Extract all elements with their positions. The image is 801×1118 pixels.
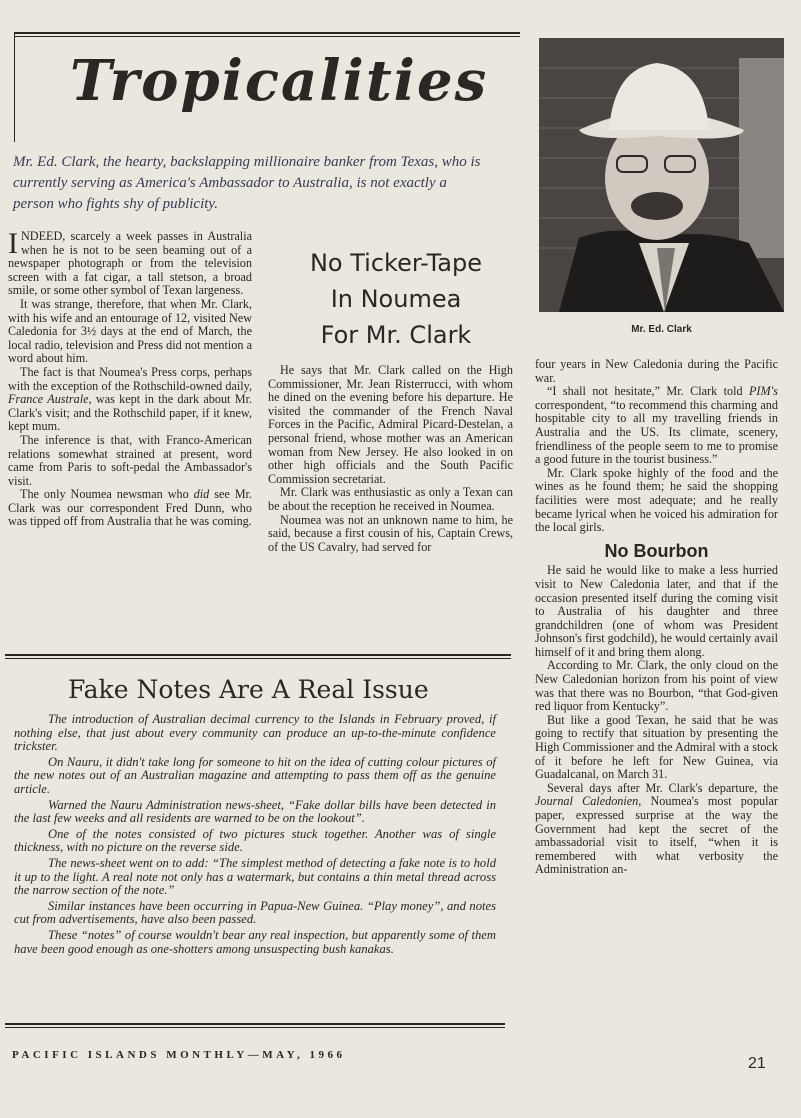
fake-notes-paragraph-5: The news-sheet went on to add: “The simplest method of detecting a fake note is to hold it up to the light. A real note not only has a watermark, but contains a thin metal thread across the narrow section of the note.” xyxy=(14,855,496,898)
story-col3-paragraph-5: According to Mr. Clark, the only cloud on the New Caledonian horizon from his point of view was that there was no Bourbon, “that God-given red liquor from Kentucky”. xyxy=(535,658,778,714)
p3-italic: France Australe xyxy=(8,392,89,407)
story-column-3 xyxy=(535,358,778,877)
story-col1-p1-text: NDEED, scarcely a week passes in Australia when he is not to be seen beaming out of a newspaper photograph or from the television screen with a fat cigar, a tall stetson, a broad smile, or some other symbol of Texan largeness. xyxy=(8,229,252,298)
bottom-rule-thin xyxy=(5,1027,505,1028)
story-col1-paragraph-5 xyxy=(8,488,252,529)
mid-rule-thin xyxy=(5,658,511,659)
fake-notes-paragraph-2: On Nauru, it didn't take long for someone to hit on the idea of cutting colour pictures of the new notes out of an Australian magazine and attempting to pass them off as the genuine article. xyxy=(14,754,496,796)
story-col1-paragraph-1 xyxy=(8,227,252,298)
story-col2-paragraph-1: He says that Mr. Clark called on the High Commissioner, Mr. Jean Risterrucci, with whom he dined on the evening before his departure. He visited the commander of the French Naval Forces in the Pacific, Admiral Picard-Destelan, a personal friend, whose mother was an American woman from New Jersey. He also looked in on other high officials and the South Pacific Commission secretariat. xyxy=(268,363,513,486)
mid-rule xyxy=(5,654,511,656)
p5-italic: did xyxy=(193,487,210,502)
story-col3-paragraph-2 xyxy=(535,385,778,467)
p5-text-b: see Mr. Clark was our correspondent Fred Dunn, who was tipped off from Australia that he was coming. xyxy=(8,487,252,529)
photo-caption: Mr. Ed. Clark xyxy=(631,324,692,335)
story-col3-paragraph-7 xyxy=(535,782,778,877)
story-headline-line-3: For Mr. Clark xyxy=(320,321,472,349)
portrait-illustration xyxy=(539,38,784,312)
section-subhead: No Bourbon xyxy=(604,540,709,561)
story-column-2 xyxy=(268,364,513,554)
story-col1-paragraph-4: The inference is that, with Franco-American relations somewhat strained at present, word came from Paris to soft-pedal the Ambassador's visit. xyxy=(8,432,252,488)
story-col3-paragraph-4: He said he would like to make a less hurried visit to New Caledonia later, and that if the occasion presented itself during the coming visit to Australia of his daughter and three grandchildren (one of whom was President Johnson's first godchild), he would certainly avail himself of it and bring them along. xyxy=(535,563,778,659)
story-col2-paragraph-3: Noumea was not an unknown name to him, he said, because a first cousin of his, Captain Crews, of the US Cavalry, had served for xyxy=(268,512,513,554)
fake-notes-title: Fake Notes Are A Real Issue xyxy=(68,675,429,704)
footer-publication: PACIFIC ISLANDS MONTHLY—MAY, 1966 xyxy=(12,1049,346,1061)
story-headline-line-2: In Noumea xyxy=(330,285,462,313)
col3-p7-italic: Journal Caledonien xyxy=(535,794,639,809)
col3-p2-italic: PIM's xyxy=(748,384,778,399)
story-col1-paragraph-3 xyxy=(8,366,252,434)
story-col3-paragraph-6: But like a good Texan, he said that he was going to rectify that situation by presenting the High Commissioner and the Admiral with a stock of it before he left for New Guinea, via Guadalcanal, on March 31. xyxy=(535,712,778,782)
top-rule-left xyxy=(14,32,15,142)
story-column-1 xyxy=(8,227,252,529)
fake-notes-paragraph-6: Similar instances have been occurring in Papua-New Guinea. “Play money”, and notes cut from advertisements, have also been passed. xyxy=(14,898,496,927)
drop-cap: I xyxy=(8,227,18,260)
story-headline xyxy=(276,245,516,353)
story-headline-line-1: No Ticker-Tape xyxy=(309,249,483,277)
col3-p2-b: correspondent, “to recommend this charming and hospitable city to all my travelling friends in Australia and the US. Its climate, scenery, friendliness of the people seem to me to promise a good future in the tourist business.” xyxy=(535,397,778,467)
story-col3-paragraph-1: four years in New Caledonia during the Pacific war. xyxy=(535,357,778,385)
masthead-title: Tropicalities xyxy=(70,48,489,114)
bottom-rule xyxy=(5,1023,505,1025)
p5-text-a: The only Noumea newsman who xyxy=(20,487,194,502)
col3-p7-a: Several days after Mr. Clark's departure, the xyxy=(547,780,778,795)
p3-text-a: The fact is that Noumea's Press corps, perhaps with the exception of the Rothschild-owned daily, xyxy=(8,364,252,393)
intro-deck: Mr. Ed. Clark, the hearty, backslapping millionaire banker from Texas, who is currently serving as America's Ambassador to Australia, is not exactly a person who fights shy of publicity. xyxy=(13,154,481,212)
fake-notes-paragraph-3: Warned the Nauru Administration news-sheet, “Fake dollar bills have been detected in the last few weeks and all residents are warned to be on the lookout”. xyxy=(14,797,496,826)
story-col2-paragraph-2: Mr. Clark was enthusiastic as only a Texan can be about the reception he received in Noumea. xyxy=(268,485,513,513)
fake-notes-paragraph-7: These “notes” of course wouldn't bear any real inspection, but apparently some of them have been good enough as one-shotters among unsuspecting bush kanakas. xyxy=(14,927,496,956)
p3-text-b: , was kept in the dark about Mr. Clark's visit; and the Rothschild paper, if it knew, kept mum. xyxy=(8,392,252,434)
fake-notes-paragraph-4: One of the notes consisted of two pictures stuck together. Another was of single thickness, with no picture on the reverse side. xyxy=(14,826,496,855)
page-number: 21 xyxy=(748,1055,766,1072)
col3-p2-a: “I shall not hesitate,” Mr. Clark told xyxy=(547,384,749,399)
portrait-photo xyxy=(539,38,784,312)
story-col3-paragraph-3: Mr. Clark spoke highly of the food and the wines as he found them; he said the shopping facilities were most adequate; and he really became lyrical when he voiced his admiration for the local girls. xyxy=(535,465,778,535)
fake-notes-body xyxy=(14,713,496,958)
col3-p7-b: , Noumea's most popular paper, expressed surprise at the way the Government had kept the secret of the ambassadorial visit to itself, “when it is remembered with what verbosity the Administration an- xyxy=(535,794,778,877)
top-rule xyxy=(14,32,520,34)
fake-notes-paragraph-1: The introduction of Australian decimal currency to the Islands in February proved, if nothing else, that just about every community can produce an up-to-the-minute confidence trickster. xyxy=(14,712,496,754)
top-rule-thin xyxy=(14,36,520,37)
story-col1-paragraph-2: It was strange, therefore, that when Mr. Clark, with his wife and an entourage of 12, visited New Caledonia for 3½ days at the end of March, the local radio, television and Press did not mention a word about him. xyxy=(8,296,252,366)
